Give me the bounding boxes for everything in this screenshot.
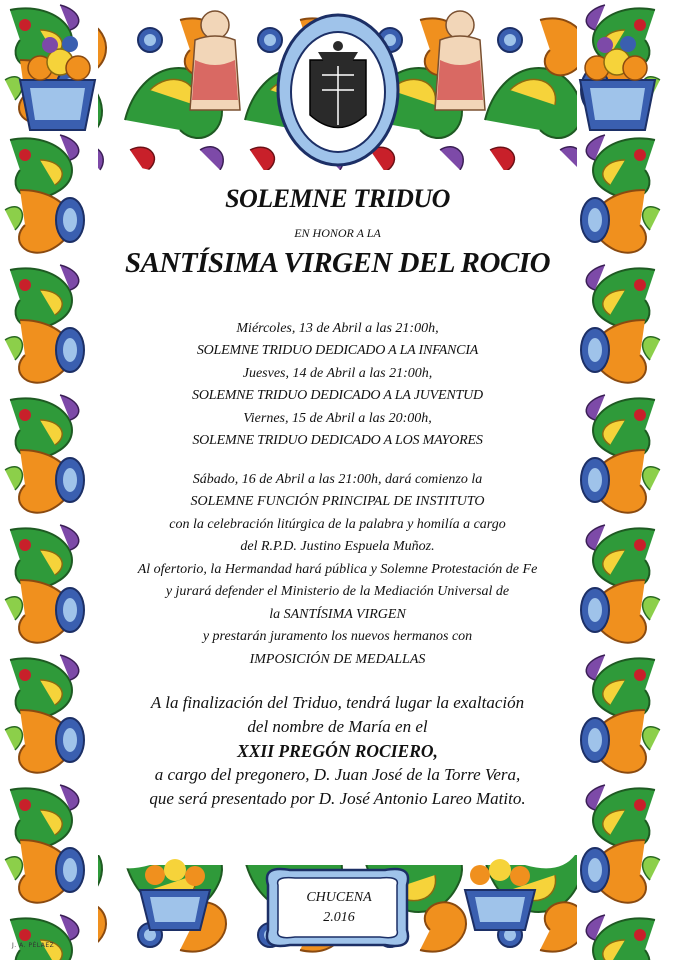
dedication-title: SANTÍSIMA VIRGEN DEL ROCIO bbox=[124, 246, 551, 279]
location-badge bbox=[285, 878, 393, 940]
function-line: IMPOSICIÓN DE MEDALLAS bbox=[249, 651, 426, 667]
function-line: y prestarán juramento los nuevos hermanos con bbox=[202, 629, 473, 645]
function-line: la SANTÍSIMA VIRGEN bbox=[269, 606, 406, 622]
schedule-dedication: SOLEMNE TRIDUO DEDICADO A LA INFANCIA bbox=[196, 343, 479, 359]
pregon-title: XXII PREGÓN ROCIERO, bbox=[237, 741, 438, 762]
main-function bbox=[100, 469, 575, 672]
badge-place: CHUCENA bbox=[306, 890, 372, 905]
schedule-date: Miércoles, 13 de Abril a las 21:00h, bbox=[236, 320, 439, 336]
badge-year: 2.016 bbox=[323, 910, 355, 925]
function-line: SOLEMNE FUNCIÓN PRINCIPAL DE INSTITUTO bbox=[190, 494, 485, 510]
artist-signature: J. A. PÉLAEZ bbox=[12, 942, 55, 949]
invitation-text bbox=[100, 185, 575, 811]
function-line: del R.P.D. Justino Espuela Muñoz. bbox=[240, 539, 435, 555]
closing-line: del nombre de María en el bbox=[247, 717, 428, 737]
closing-line: a cargo del pregonero, D. Juan José de la Torre Vera, bbox=[154, 765, 521, 785]
schedule-date: Viernes, 15 de Abril a las 20:00h, bbox=[243, 410, 432, 426]
event-subtitle: EN HONOR A LA bbox=[294, 225, 381, 240]
schedule-date: Juesves, 14 de Abril a las 21:00h, bbox=[242, 365, 433, 381]
event-title: SOLEMNE TRIDUO bbox=[225, 184, 450, 213]
fruit-vase-icon bbox=[465, 859, 535, 930]
schedule bbox=[100, 318, 575, 453]
function-line: y jurará defender el Ministerio de la Mediación Universal de bbox=[165, 584, 510, 600]
function-line: con la celebración litúrgica de la palabra y homilía a cargo bbox=[169, 516, 506, 532]
closing-line: A la finalización del Triduo, tendrá lugar la exaltación bbox=[150, 693, 525, 713]
closing-section bbox=[100, 691, 575, 811]
schedule-dedication: SOLEMNE TRIDUO DEDICADO A LOS MAYORES bbox=[192, 433, 483, 449]
function-line: Al ofertorio, la Hermandad hará pública y Solemne Protestación de Fe bbox=[137, 561, 538, 577]
function-line: Sábado, 16 de Abril a las 21:00h, dará comienzo la bbox=[192, 471, 483, 487]
fruit-vase-icon bbox=[140, 859, 210, 930]
coat-of-arms-icon bbox=[278, 15, 398, 165]
closing-line: que será presentado por D. José Antonio Lareo Matito. bbox=[149, 789, 526, 809]
schedule-dedication: SOLEMNE TRIDUO DEDICADO A LA JUVENTUD bbox=[192, 388, 483, 404]
